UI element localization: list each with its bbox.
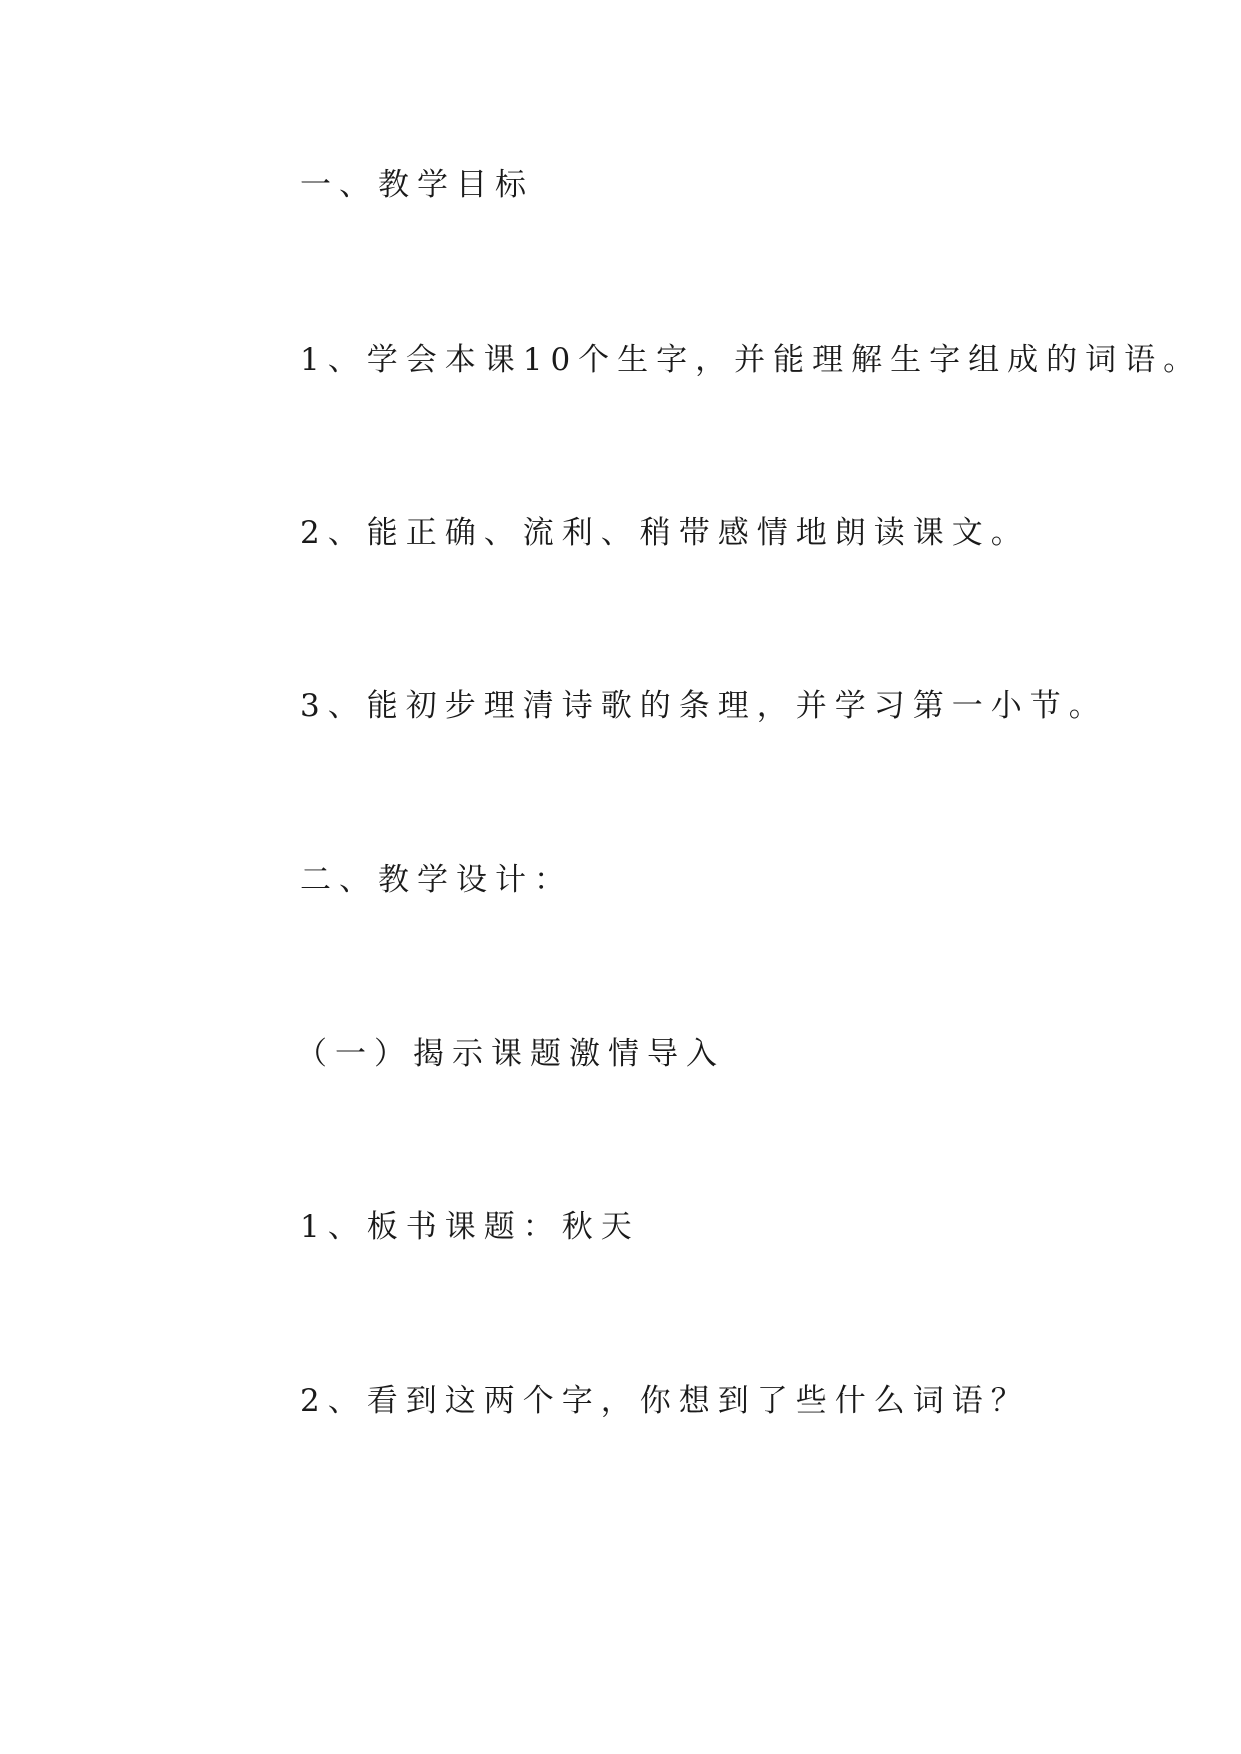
subsection-heading-intro: （一）揭示课题激情导入 bbox=[296, 1036, 725, 1072]
section-heading-teaching-design: 二、教学设计： bbox=[300, 862, 573, 898]
section-heading-teaching-goals: 一、教学目标 bbox=[300, 167, 534, 203]
design-item-1: 1、板书课题：秋天 bbox=[300, 1209, 640, 1245]
goal-item-1: 1、学会本课10个生字，并能理解生字组成的词语。 bbox=[300, 342, 1203, 378]
goal-item-3: 3、能初步理清诗歌的条理，并学习第一小节。 bbox=[300, 688, 1108, 724]
goal-item-2: 2、能正确、流利、稍带感情地朗读课文。 bbox=[300, 515, 1030, 551]
design-item-2: 2、看到这两个字，你想到了些什么词语？ bbox=[300, 1383, 1030, 1419]
